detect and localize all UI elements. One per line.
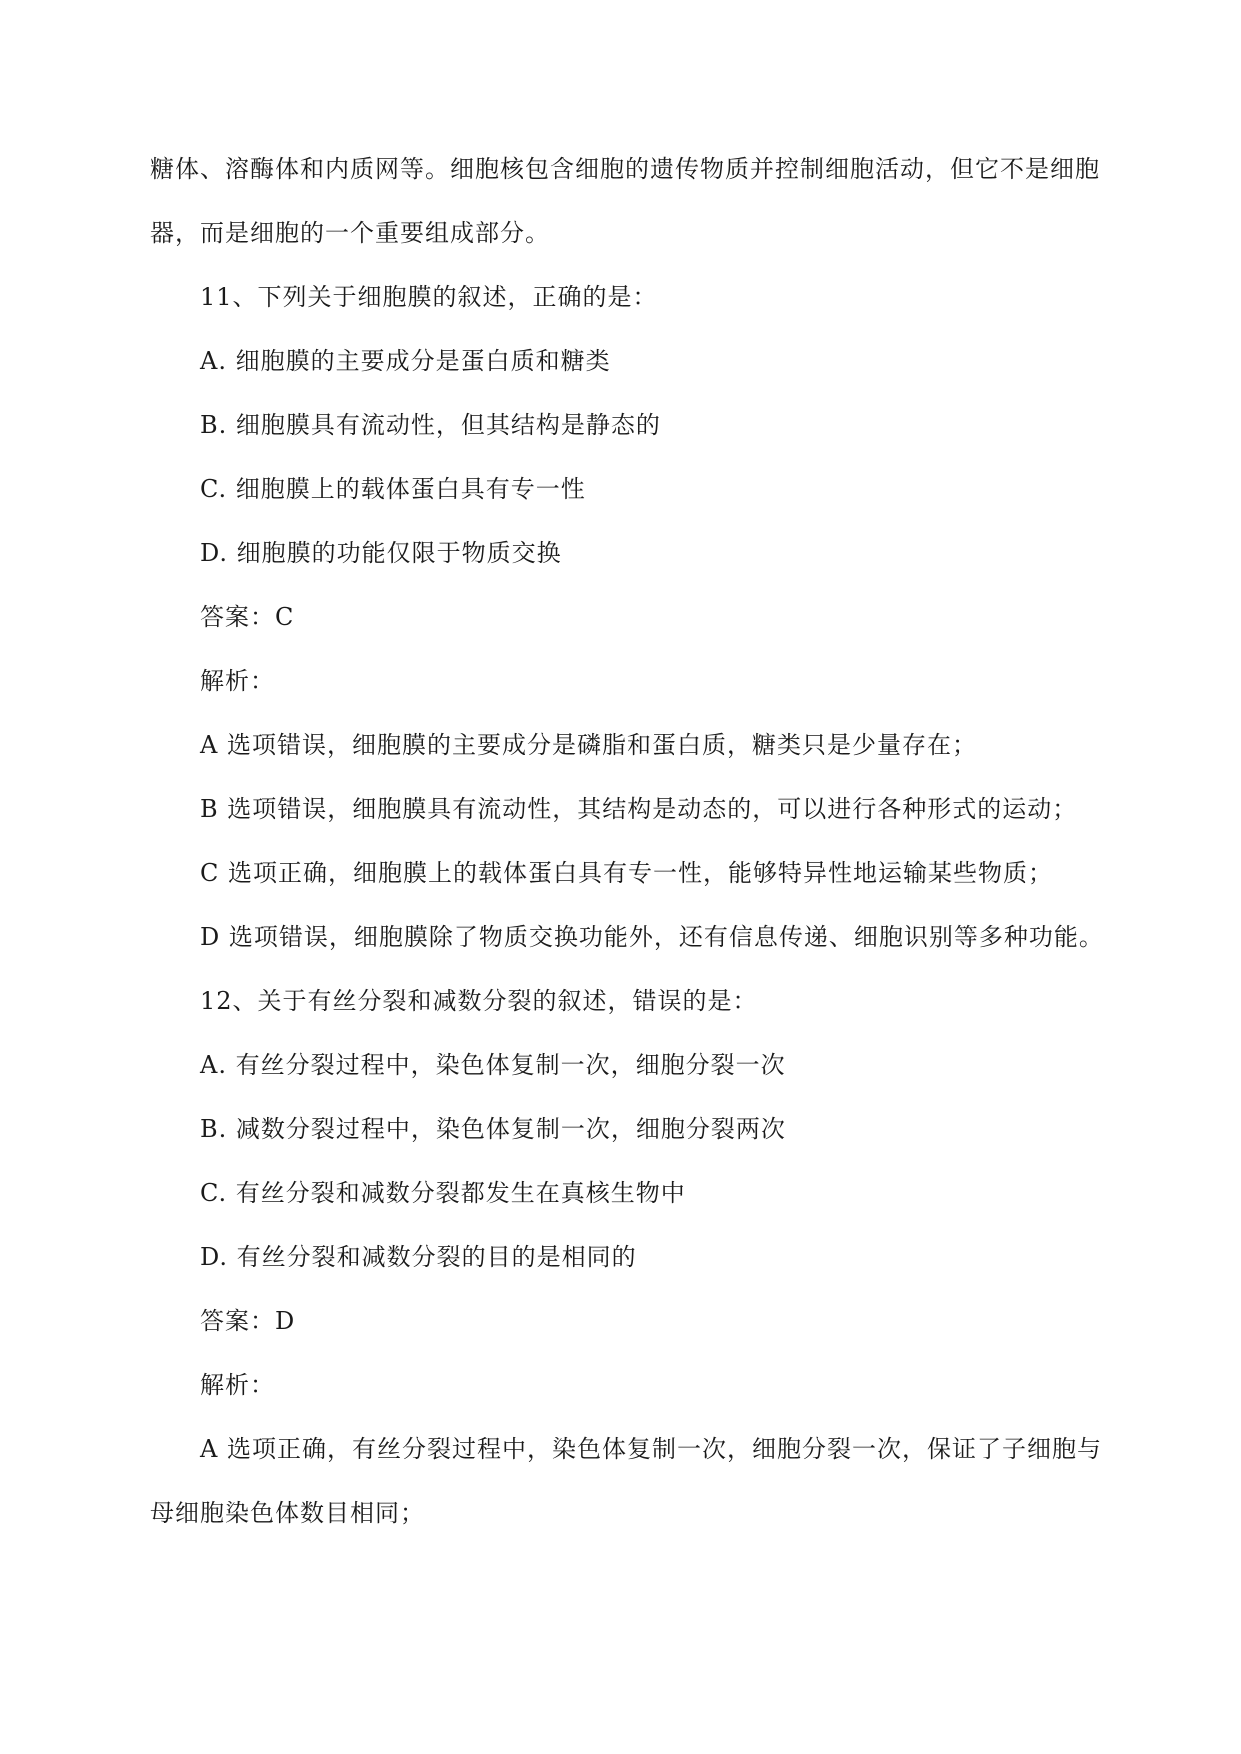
q12-option-b: B. 减数分裂过程中，染色体复制一次，细胞分裂两次 xyxy=(200,1115,786,1143)
intro-line-2: 器，而是细胞的一个重要组成部分。 xyxy=(150,219,550,247)
q12-answer: 答案：D xyxy=(200,1307,296,1335)
q11-option-d: D. 细胞膜的功能仅限于物质交换 xyxy=(200,539,562,567)
q12-analysis-a-line-1: A 选项正确，有丝分裂过程中，染色体复制一次，细胞分裂一次，保证了子细胞与 xyxy=(200,1435,1102,1463)
q11-option-a: A. 细胞膜的主要成分是蛋白质和糖类 xyxy=(200,347,611,375)
q11-analysis-label: 解析： xyxy=(200,667,275,695)
q12-analysis-a-line-2: 母细胞染色体数目相同； xyxy=(150,1499,425,1527)
q12-option-a: A. 有丝分裂过程中，染色体复制一次，细胞分裂一次 xyxy=(200,1051,786,1079)
q11-analysis-c: C 选项正确，细胞膜上的载体蛋白具有专一性，能够特异性地运输某些物质； xyxy=(200,859,1053,887)
q12-option-c: C. 有丝分裂和减数分裂都发生在真核生物中 xyxy=(200,1179,686,1207)
question-12: 12、关于有丝分裂和减数分裂的叙述，错误的是： xyxy=(200,987,758,1015)
q11-answer: 答案：C xyxy=(200,603,295,631)
q11-option-b: B. 细胞膜具有流动性，但其结构是静态的 xyxy=(200,411,661,439)
intro-line-1: 糖体、溶酶体和内质网等。细胞核包含细胞的遗传物质并控制细胞活动，但它不是细胞 xyxy=(150,155,1100,183)
question-11: 11、下列关于细胞膜的叙述，正确的是： xyxy=(200,283,658,311)
q11-analysis-b: B 选项错误，细胞膜具有流动性，其结构是动态的，可以进行各种形式的运动； xyxy=(200,795,1078,823)
q12-analysis-label: 解析： xyxy=(200,1371,275,1399)
q11-option-c: C. 细胞膜上的载体蛋白具有专一性 xyxy=(200,475,586,503)
q12-option-d: D. 有丝分裂和减数分裂的目的是相同的 xyxy=(200,1243,637,1271)
q11-analysis-a: A 选项错误，细胞膜的主要成分是磷脂和蛋白质，糖类只是少量存在； xyxy=(200,731,977,759)
q11-analysis-d: D 选项错误，细胞膜除了物质交换功能外，还有信息传递、细胞识别等多种功能。 xyxy=(200,923,1104,951)
